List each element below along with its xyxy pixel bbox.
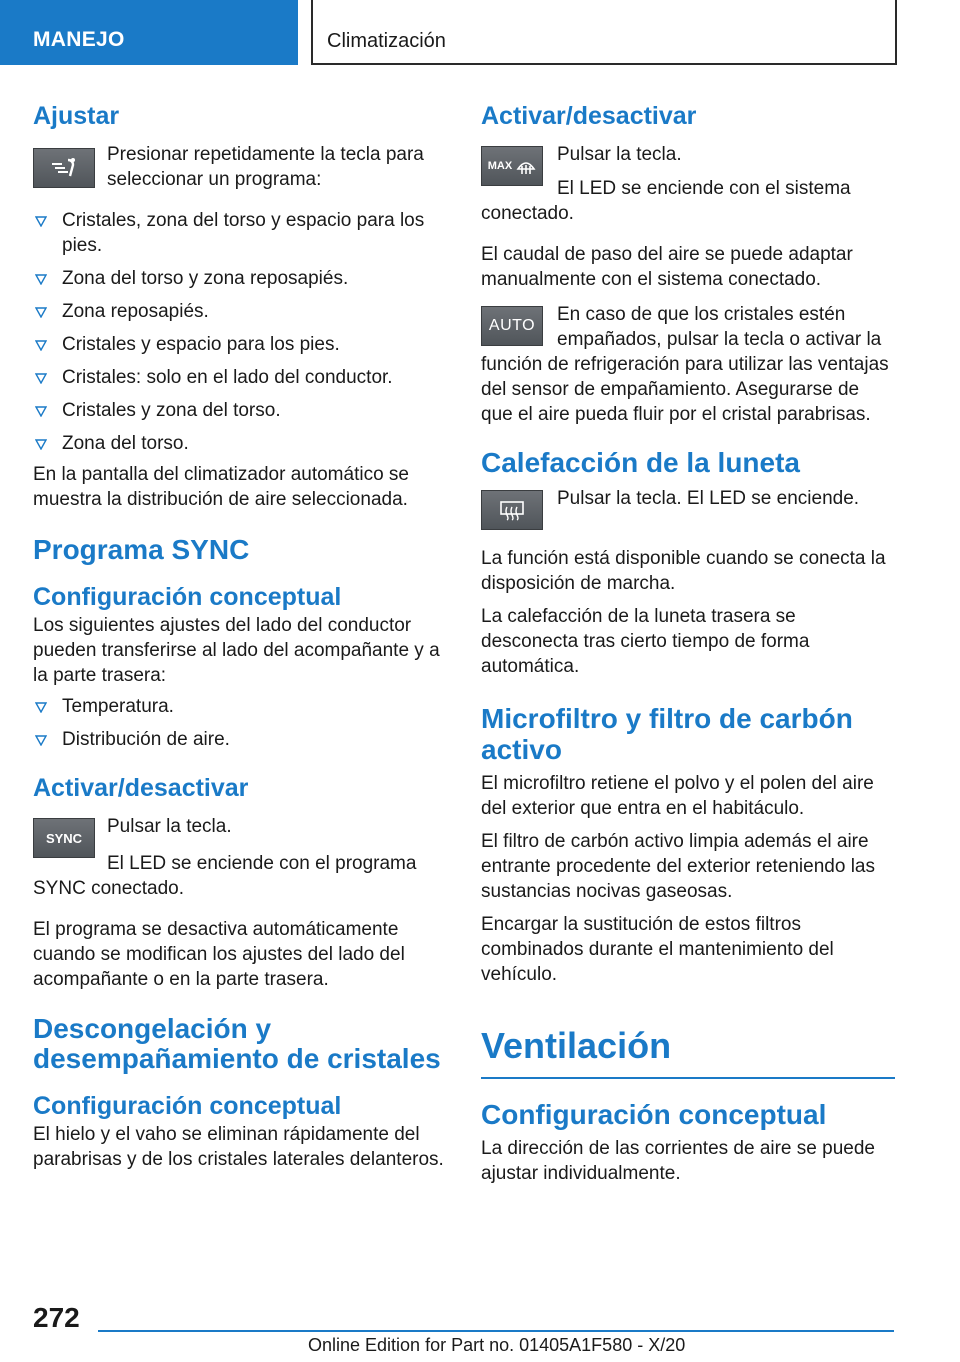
heading-sync-toggle: Activar/desactivar <box>33 774 249 802</box>
heading-filter: Microfiltro y filtro de carbón activo <box>481 703 853 765</box>
auto-label: AUTO <box>488 317 536 334</box>
page-number: 272 <box>33 1302 80 1333</box>
rear-heating-auto-off: La calefacción de la luneta trasera se desconecta tras cierto tiempo de forma automática. <box>481 606 810 677</box>
heading-ajustar: Ajustar <box>33 102 120 130</box>
max-led: El LED se enciende con el sistema conectado. <box>481 178 851 224</box>
list-item: Cristales y zona del torso. <box>33 398 448 423</box>
rear-heating-button-image <box>481 490 543 530</box>
heading-defrost-concept: Configuración conceptual <box>33 1092 342 1120</box>
chapter-title: Climatización <box>327 30 446 52</box>
list-item: Zona del torso. <box>33 431 448 456</box>
section-title: MANEJO <box>33 28 125 51</box>
ajustar-outro: En la pantalla del climatizador automático se muestra la distribución de aire seleccionada. <box>33 464 409 510</box>
bullet-triangle-icon <box>35 406 47 417</box>
left-column <box>33 100 448 1172</box>
bullet-triangle-icon <box>35 274 47 285</box>
ventilation-rule <box>481 1077 895 1079</box>
chapter-header <box>311 0 897 65</box>
rear-heating-press: Pulsar la tecla. El LED se enciende. <box>557 488 860 509</box>
rear-heating-block <box>481 486 895 536</box>
sync-list <box>33 694 448 752</box>
auto-block <box>481 302 895 427</box>
ventilation-concept-text: La dirección de las corrientes de aire se puede ajustar individualmente. <box>481 1138 875 1184</box>
filter-p3: Encargar la sustitución de estos filtros combinados durante el mantenimiento del vehículo. <box>481 914 834 985</box>
bullet-triangle-icon <box>35 216 47 227</box>
ajustar-list <box>33 208 448 456</box>
rear-window-heating-icon <box>498 499 526 521</box>
heading-ventilation-concept: Configuración conceptual <box>481 1099 827 1130</box>
air-distribution-icon <box>46 156 82 180</box>
section-tab <box>0 0 298 65</box>
bullet-triangle-icon <box>35 340 47 351</box>
sync-press: Pulsar la tecla. <box>107 816 232 837</box>
max-defrost-icon <box>516 157 536 175</box>
footer-rule <box>98 1330 894 1332</box>
list-item: Cristales y espacio para los pies. <box>33 332 448 357</box>
bullet-triangle-icon <box>35 373 47 384</box>
sync-led: El LED se enciende con el programa SYNC conectado. <box>33 853 417 899</box>
sync-button-image <box>33 818 95 858</box>
sync-deactivate: El programa se desactiva automáticamente cuando se modifican los ajustes del lado del acompañante o en la parte trasera. <box>33 919 405 990</box>
bullet-triangle-icon <box>35 439 47 450</box>
list-item: Zona reposapiés. <box>33 299 448 324</box>
footer-edition: Online Edition for Part no. 01405A1F580 - X/20 <box>308 1335 686 1355</box>
list-item: Distribución de aire. <box>33 727 448 752</box>
right-column <box>481 100 895 1186</box>
auto-button-image <box>481 306 543 346</box>
list-item: Temperatura. <box>33 694 448 719</box>
auto-fog-text: En caso de que los cristales estén empañados, pulsar la tecla o activar la función de refrigeración para utilizar las ventajas del sensor de empañamiento. Asegurarse de que el aire pueda fluir por el cristal parabrisas. <box>481 304 889 425</box>
defrost-concept-text: El hielo y el vaho se eliminan rápidamente del parabrisas y de los cristales laterales delanteros. <box>33 1124 444 1170</box>
ajustar-intro: Presionar repetidamente la tecla para seleccionar un programa: <box>107 144 424 190</box>
heading-sync-concept: Configuración conceptual <box>33 583 342 611</box>
max-label: MAX <box>487 160 513 172</box>
heading-sync: Programa SYNC <box>33 534 250 565</box>
heading-rear-heating: Calefacción de la luneta <box>481 447 800 478</box>
list-item: Cristales, zona del torso y espacio para los pies. <box>33 208 448 258</box>
heading-ventilation: Ventilación <box>481 1025 672 1066</box>
list-item: Cristales: solo en el lado del conductor. <box>33 365 448 390</box>
filter-p2: El filtro de carbón activo limpia además el aire entrante procedente del exterior reteniendo las sustancias nocivas gaseosas. <box>481 831 875 902</box>
max-block <box>481 142 895 226</box>
sync-concept-text: Los siguientes ajustes del lado del conductor pueden transferirse al lado del acompañante y a la parte trasera: <box>33 615 440 686</box>
sync-button-label: SYNC <box>45 830 83 846</box>
ajustar-block <box>33 142 448 194</box>
bullet-triangle-icon <box>35 307 47 318</box>
rear-heating-available: La función está disponible cuando se conecta la disposición de marcha. <box>481 548 886 594</box>
bullet-triangle-icon <box>35 702 47 713</box>
bullet-triangle-icon <box>35 735 47 746</box>
sync-block <box>33 814 448 901</box>
heading-defrost-toggle: Activar/desactivar <box>481 102 697 130</box>
max-defrost-button-image <box>481 146 543 186</box>
heading-defrost: Descongelación y desempañamiento de cristales <box>33 1013 441 1074</box>
list-item: Zona del torso y zona reposapiés. <box>33 266 448 291</box>
filter-p1: El microfiltro retiene el polvo y el polen del aire del exterior que entra en el habitáculo. <box>481 773 874 819</box>
max-flow: El caudal de paso del aire se puede adaptar manualmente con el sistema conectado. <box>481 244 853 290</box>
max-press: Pulsar la tecla. <box>557 144 682 165</box>
air-distribution-button-image <box>33 148 95 188</box>
